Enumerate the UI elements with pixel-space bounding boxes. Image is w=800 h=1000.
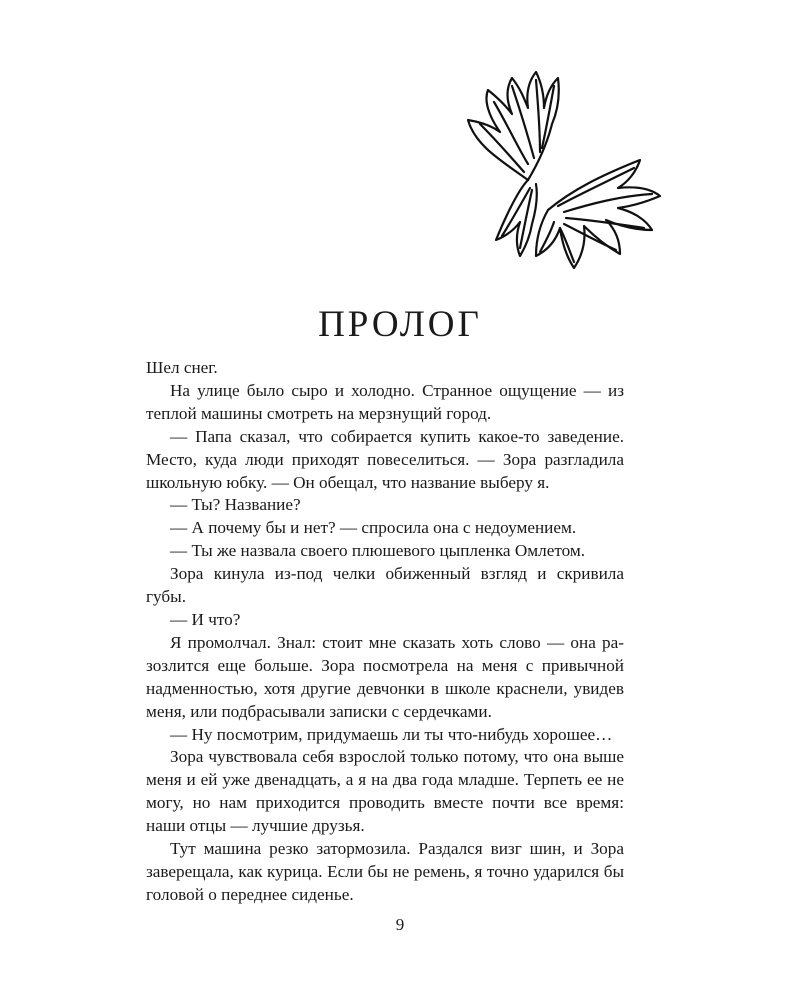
paragraph: Тут машина резко затормозила. Раздался визг шин, и Зора заверещала, как курица. Если бы не ремень, я точно ударился бы головой о переднее сиденье. — [146, 839, 624, 904]
paragraph: Зора кинула из-под челки обиженный взгляд и скривила губы. — [146, 564, 624, 607]
paragraph: На улице было сыро и холодно. Странное ощущение — из теплой машины смотреть на мерзнущий город. — [146, 380, 624, 423]
paragraph: Шел снег. — [146, 358, 218, 377]
chapter-title: ПРОЛОГ — [318, 304, 482, 345]
paragraph: Я промолчал. Знал: стоит мне сказать хоть слово — она разозлится еще больше. Зора посмотрела на меня с привычной надменностью, хотя другие девчонки в школе краснели, увидев меня, или подбрасывали записки с сердечками. — [146, 632, 624, 721]
paragraph: — Ну посмотрим, придумаешь ли ты что-нибудь хорошее… — [170, 724, 613, 744]
paragraph: — Ты же назвала своего плюшевого цыпленка Омлетом. — [170, 541, 586, 561]
paragraph: — И что? — [170, 609, 241, 629]
paragraph: — А почему бы и нет? — спросила она с недоумением. — [170, 518, 577, 538]
chapter-text — [146, 357, 624, 907]
paragraph: — Ты? Название? — [170, 495, 301, 515]
page-number: 9 — [395, 915, 405, 934]
angel-wings-icon — [440, 60, 670, 290]
paragraph: — Папа сказал, что собирается купить какое-то заведение. Место, куда люди приходят повеселиться. — Зора разгладила школьную юбку. — Он обещал, что название выберу я. — [146, 426, 624, 492]
paragraph: Зора чувствовала себя взрослой только потому, что она выше меня и ей уже двенадцать, а я на два года младше. Терпеть ее не могу, но нам приходится проводить вместе почти все время: наши отцы — лучшие друзья. — [146, 747, 624, 836]
